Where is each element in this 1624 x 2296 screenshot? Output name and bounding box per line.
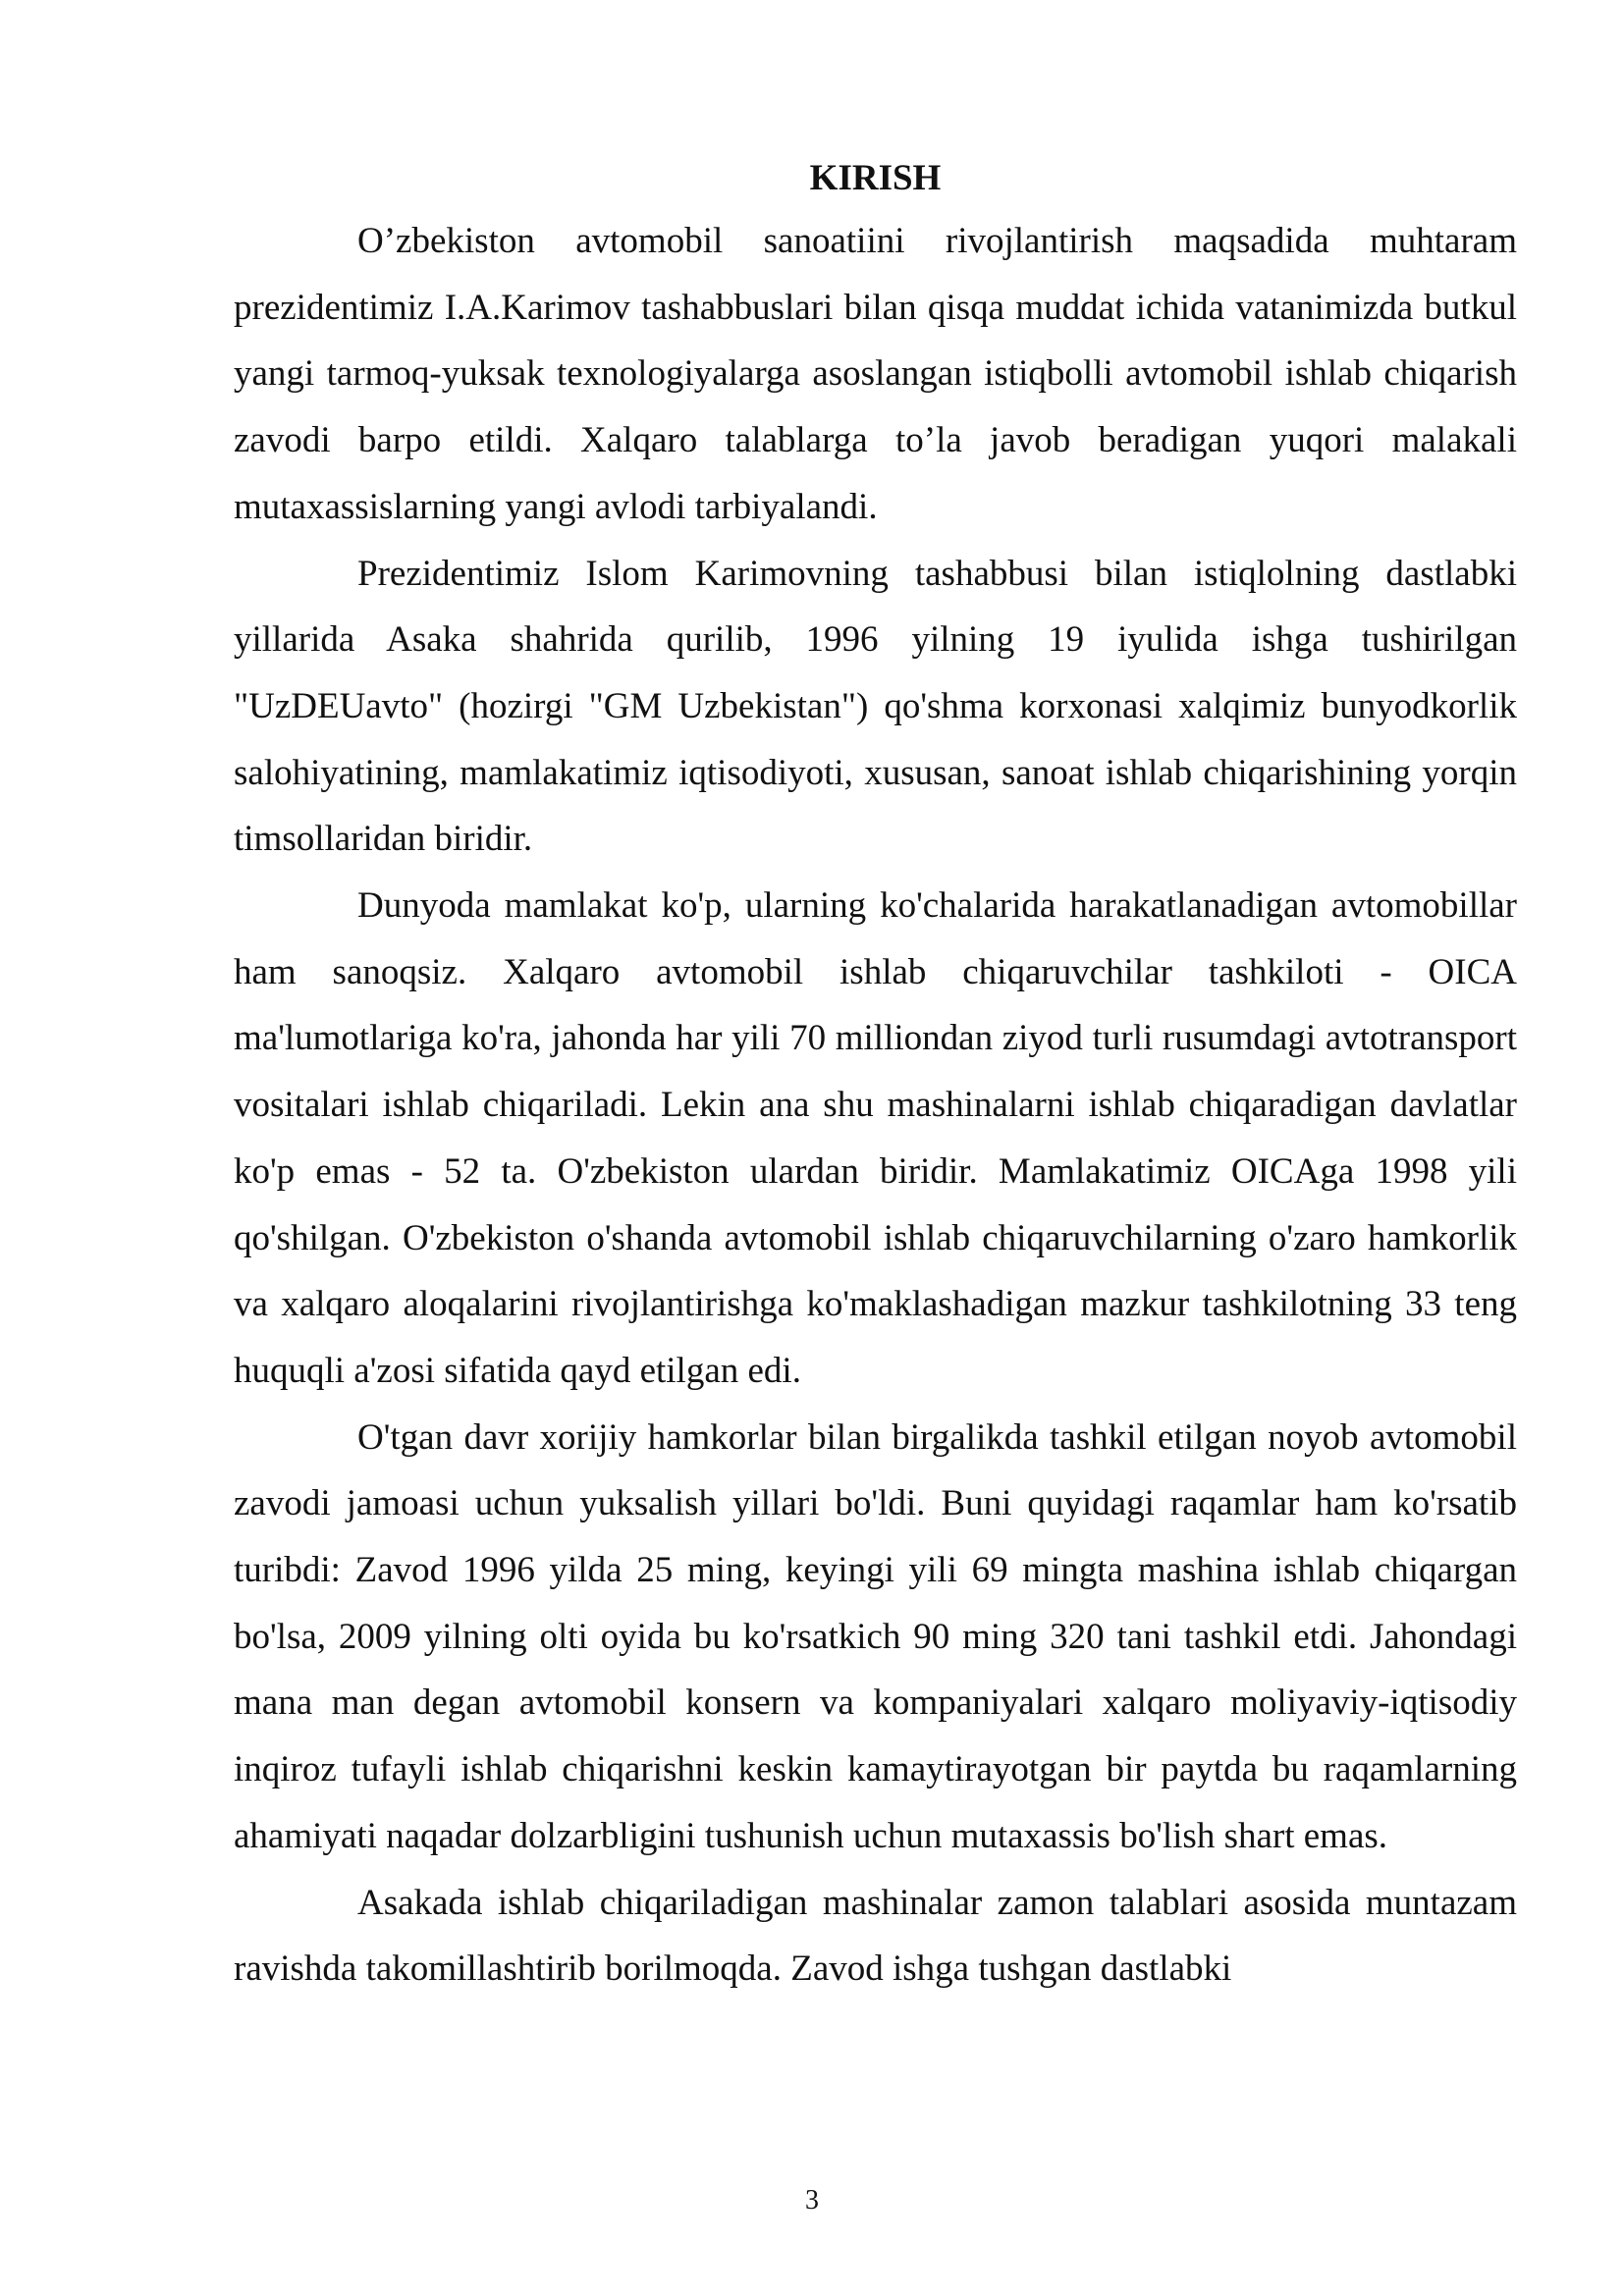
- paragraph-1: O’zbekiston avtomobil sanoatiini rivojlantirish maqsadida muhtaram prezidentimiz I.A.Karimov tashabbuslari bilan qisqa muddat ichida vatanimizda butkul yangi tarmoq-yuksak texnologiyalarga asoslangan istiqbolli avtomobil ishlab chiqarish zavodi barpo etildi. Xalqaro talablarga to’la javob beradigan yuqori malakali mutaxassislarning yangi avlodi tarbiyalandi.: [234, 221, 1517, 527]
- paragraph-4: O'tgan davr xorijiy hamkorlar bilan birgalikda tashkil etilgan noyob avtomobil zavodi jamoasi uchun yuksalish yillari bo'ldi. Buni quyidagi raqamlar ham ko'rsatib turibdi: Zavod 1996 yilda 25 ming, keyingi yili 69 mingta mashina ishlab chiqargan bo'lsa, 2009 yilning olti oyida bu ko'rsatkich 90 ming 320 tani tashkil etdi. Jahondagi mana man degan avtomobil konsern va kompaniyalari xalqaro moliyaviy-iqtisodiy inqiroz tufayli ishlab chiqarishni keskin kamaytirayotgan bir paytda bu raqamlarning ahamiyati naqadar dolzarbligini tushunish uchun mutaxassis bo'lish shart emas.: [234, 1416, 1517, 1856]
- paragraph-2: Prezidentimiz Islom Karimovning tashabbusi bilan istiqlolning dastlabki yillarida Asaka shahrida qurilib, 1996 yilning 19 iyulida ishga tushirilgan "UzDEUavto" (hozirgi "GM Uzbekistan") qo'shma korxonasi xalqimiz bunyodkorlik salohiyatining, mamlakatimiz iqtisodiyoti, xususan, sanoat ishlab chiqarishining yorqin timsollaridan biridir.: [234, 553, 1517, 860]
- paragraph-5: Asakada ishlab chiqariladigan mashinalar zamon talablari asosida muntazam ravishda takomillashtirib borilmoqda. Zavod ishga tushgan dastlabki: [234, 1882, 1517, 1990]
- paragraph-3: Dunyoda mamlakat ko'p, ularning ko'chalarida harakatlanadigan avtomobillar ham sanoqsiz. Xalqaro avtomobil ishlab chiqaruvchilar tashkiloti - OICA ma'lumotlariga ko'ra, jahonda har yili 70 milliondan ziyod turli rusumdagi avtotransport vositalari ishlab chiqariladi. Lekin ana shu mashinalarni ishlab chiqaradigan davlatlar ko'p emas - 52 ta. O'zbekiston ulardan biridir. Mamlakatimiz OICAga 1998 yili qo'shilgan. O'zbekiston o'shanda avtomobil ishlab chiqaruvchilarning o'zaro hamkorlik va xalqaro aloqalarini rivojlantirishga ko'maklashadigan mazkur tashkilotning 33 teng huquqli a'zosi sifatida qayd etilgan edi.: [234, 885, 1517, 1391]
- page-body: [234, 149, 1517, 2002]
- page-title: KIRISH: [809, 158, 942, 198]
- page-number: 3: [805, 2185, 819, 2216]
